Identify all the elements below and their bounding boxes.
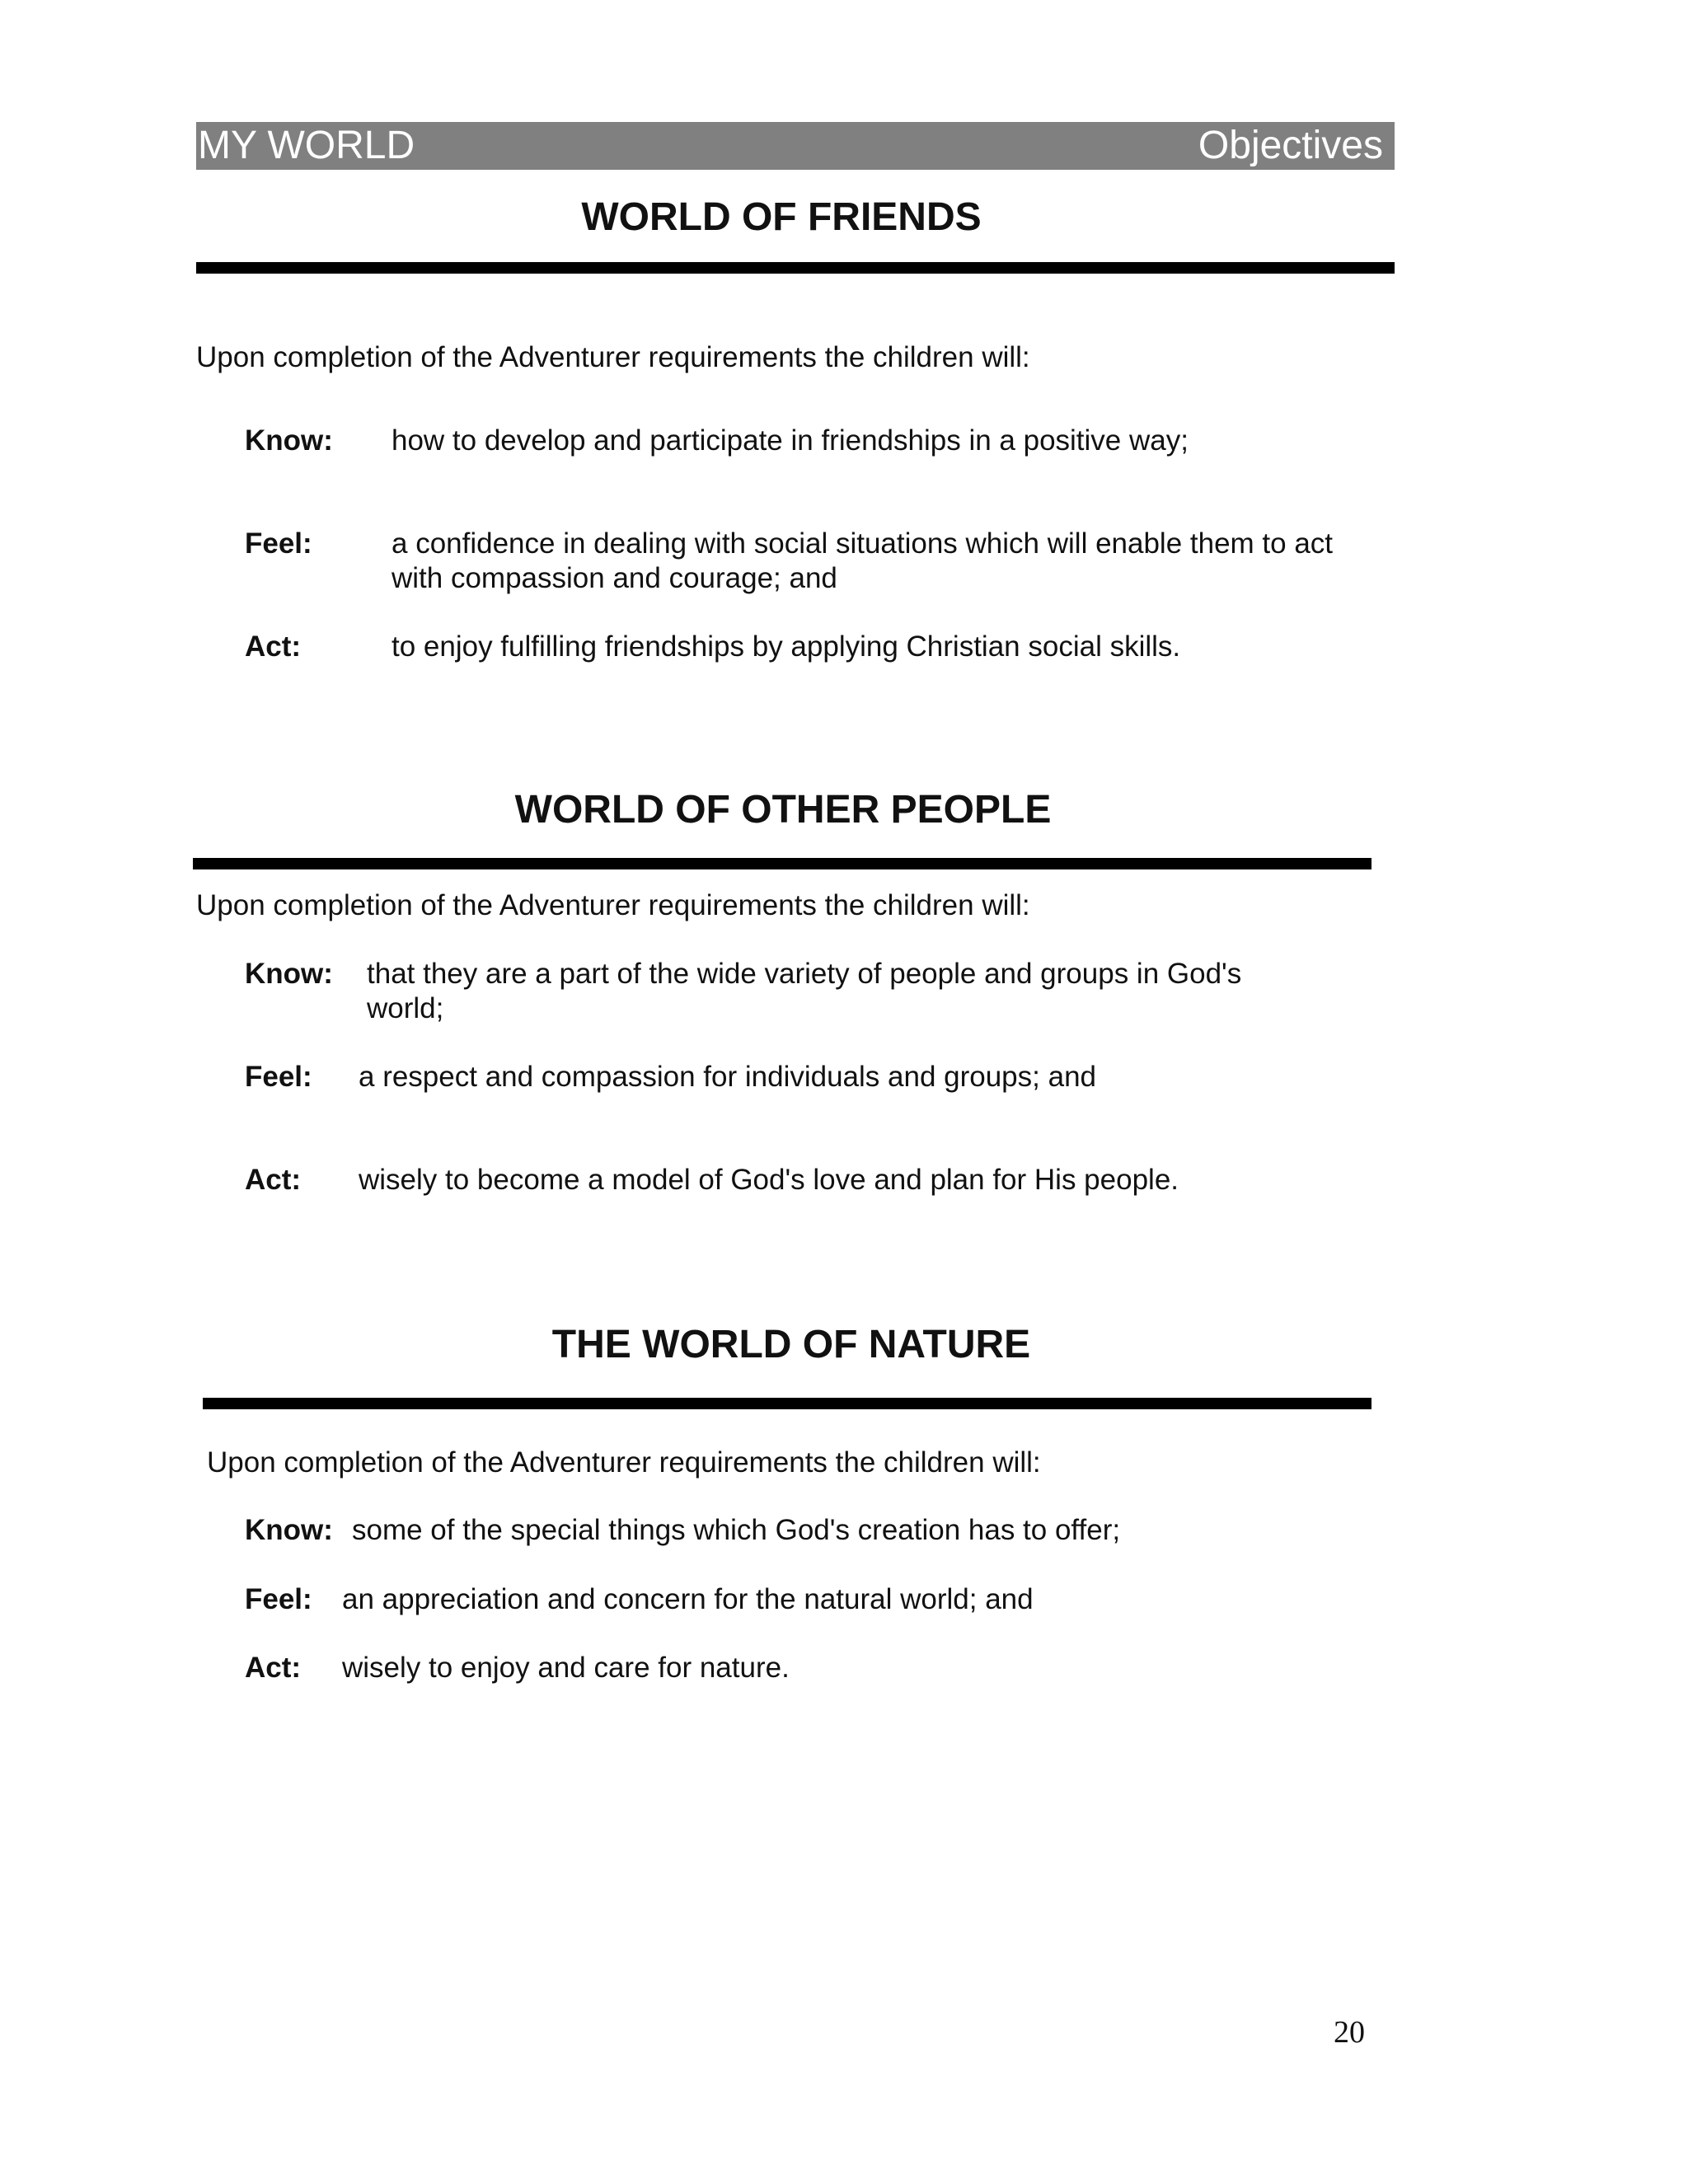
objective-label: Know: <box>245 1514 333 1546</box>
objective-label: Act: <box>245 630 302 663</box>
section-intro: Upon completion of the Adventurer requirements the children will: <box>196 889 1030 921</box>
objective-text: a respect and compassion for individuals and groups; and <box>359 1061 1096 1093</box>
page-header-bar <box>196 122 1395 170</box>
objective-text: wisely to enjoy and care for nature. <box>342 1652 790 1684</box>
objective-label: Feel: <box>245 1583 312 1615</box>
section-divider <box>196 262 1395 274</box>
objective-text: how to develop and participate in friendships in a positive way; <box>392 424 1189 457</box>
objective-text: wisely to become a model of God's love and plan for His people. <box>359 1164 1179 1196</box>
objective-text: to enjoy fulfilling friendships by applying Christian social skills. <box>392 630 1181 663</box>
objective-text: an appreciation and concern for the natural world; and <box>342 1583 1034 1615</box>
objective-label: Feel: <box>245 527 312 560</box>
section-divider <box>203 1398 1372 1409</box>
objective-label: Feel: <box>245 1061 312 1093</box>
section-intro: Upon completion of the Adventurer requirements the children will: <box>207 1446 1041 1479</box>
objective-label: Act: <box>245 1164 302 1196</box>
objective-text: a confidence in dealing with social situations which will enable them to act with compassion and courage; and <box>392 527 1334 594</box>
objective-text: some of the special things which God's creation has to offer; <box>352 1514 1121 1546</box>
section-title: WORLD OF FRIENDS <box>581 195 982 239</box>
section-divider <box>193 858 1372 869</box>
page-number: 20 <box>1334 2015 1365 2050</box>
header-right-title: Objectives <box>1198 124 1383 167</box>
section-title: WORLD OF OTHER PEOPLE <box>514 788 1052 832</box>
objective-label: Know: <box>245 424 333 457</box>
section-intro: Upon completion of the Adventurer requirements the children will: <box>196 341 1030 373</box>
objective-label: Act: <box>245 1652 302 1684</box>
section-title: THE WORLD OF NATURE <box>551 1323 1031 1366</box>
objective-label: Know: <box>245 958 333 990</box>
objective-text: that they are a part of the wide variety of people and groups in God's world; <box>367 958 1242 1024</box>
header-left-title: MY WORLD <box>198 124 415 167</box>
